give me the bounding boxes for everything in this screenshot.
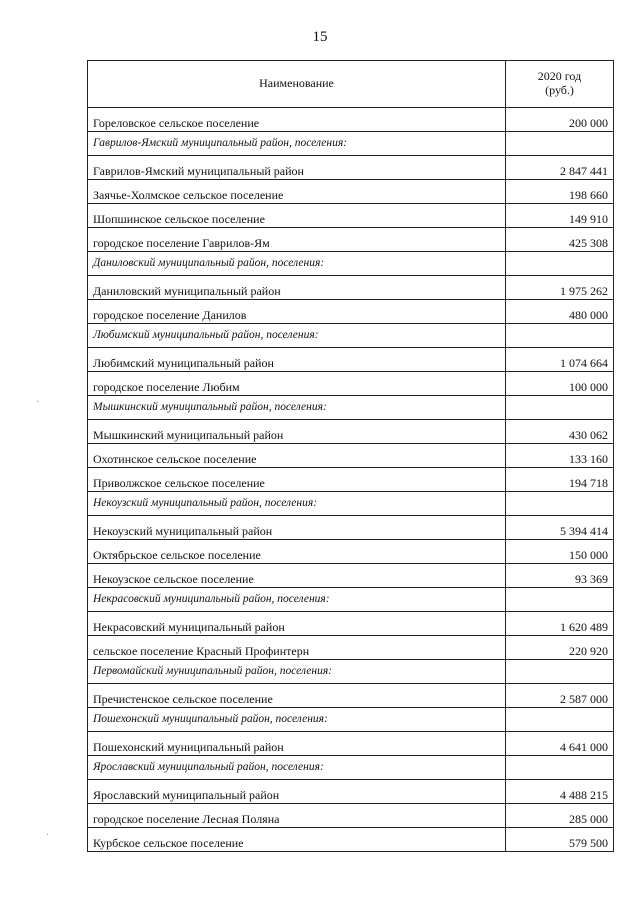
row-amount: [506, 396, 614, 420]
row-name: Мышкинский муниципальный район: [88, 420, 506, 444]
row-amount: 150 000: [506, 540, 614, 564]
section-title: Мышкинский муниципальный район, поселения:: [88, 396, 506, 420]
row-name: Ярославский муниципальный район: [88, 780, 506, 804]
section-title: Гаврилов-Ямский муниципальный район, поселения:: [88, 132, 506, 156]
page-number: 15: [312, 29, 328, 45]
row-amount: 200 000: [506, 108, 614, 132]
table-body: [88, 108, 614, 852]
row-amount: 285 000: [506, 804, 614, 828]
table-row: [88, 372, 614, 396]
section-title: Некрасовский муниципальный район, поселения:: [88, 588, 506, 612]
row-amount: [506, 132, 614, 156]
table-row: [88, 180, 614, 204]
section-title: Первомайский муниципальный район, поселения:: [88, 660, 506, 684]
row-name: Даниловский муниципальный район: [88, 276, 506, 300]
row-amount: [506, 756, 614, 780]
section-row: [88, 588, 614, 612]
row-name: Шопшинское сельское поселение: [88, 204, 506, 228]
row-amount: [506, 708, 614, 732]
row-name: городское поселение Лесная Поляна: [88, 804, 506, 828]
row-amount: 425 308: [506, 228, 614, 252]
row-amount: 2 587 000: [506, 684, 614, 708]
table-row: [88, 468, 614, 492]
section-title: Некоузский муниципальный район, поселения:: [88, 492, 506, 516]
table-header: [88, 61, 614, 108]
row-amount: 220 920: [506, 636, 614, 660]
budget-table: [87, 60, 614, 852]
table-row: [88, 228, 614, 252]
row-amount: [506, 252, 614, 276]
table-row: [88, 780, 614, 804]
table-row: [88, 540, 614, 564]
row-name: городское поселение Гаврилов-Ям: [88, 228, 506, 252]
table-row: [88, 828, 614, 852]
row-amount: 430 062: [506, 420, 614, 444]
header-amount-text: 2020 год (руб.): [537, 69, 582, 97]
scan-dot: ·: [46, 830, 50, 841]
table-row: [88, 276, 614, 300]
header-name: Наименование: [88, 61, 506, 108]
section-row: [88, 132, 614, 156]
section-row: [88, 396, 614, 420]
row-amount: [506, 588, 614, 612]
table-row: [88, 444, 614, 468]
row-amount: 149 910: [506, 204, 614, 228]
row-name: Охотинское сельское поселение: [88, 444, 506, 468]
table-row: [88, 108, 614, 132]
row-name: Пошехонский муниципальный район: [88, 732, 506, 756]
section-row: [88, 756, 614, 780]
table-row: [88, 804, 614, 828]
row-amount: 198 660: [506, 180, 614, 204]
row-amount: 5 394 414: [506, 516, 614, 540]
scan-dot: ·: [36, 397, 40, 408]
row-amount: 2 847 441: [506, 156, 614, 180]
table-row: [88, 516, 614, 540]
row-name: Заячье-Холмское сельское поселение: [88, 180, 506, 204]
row-amount: 100 000: [506, 372, 614, 396]
row-name: Гореловское сельское поселение: [88, 108, 506, 132]
row-amount: [506, 324, 614, 348]
table-row: [88, 732, 614, 756]
row-name: Любимский муниципальный район: [88, 348, 506, 372]
row-name: Гаврилов-Ямский муниципальный район: [88, 156, 506, 180]
row-name: Октябрьское сельское поселение: [88, 540, 506, 564]
row-amount: 480 000: [506, 300, 614, 324]
row-name: Приволжское сельское поселение: [88, 468, 506, 492]
row-amount: 93 369: [506, 564, 614, 588]
row-amount: 1 620 489: [506, 612, 614, 636]
row-amount: [506, 492, 614, 516]
table-row: [88, 612, 614, 636]
row-name: Некрасовский муниципальный район: [88, 612, 506, 636]
row-amount: 579 500: [506, 828, 614, 852]
table-row: [88, 420, 614, 444]
section-row: [88, 324, 614, 348]
row-amount: 194 718: [506, 468, 614, 492]
table-row: [88, 348, 614, 372]
header-amount: [506, 61, 614, 108]
section-row: [88, 660, 614, 684]
section-title: Любимский муниципальный район, поселения:: [88, 324, 506, 348]
row-name: Некоузское сельское поселение: [88, 564, 506, 588]
row-name: городское поселение Любим: [88, 372, 506, 396]
table-row: [88, 564, 614, 588]
row-name: городское поселение Данилов: [88, 300, 506, 324]
section-row: [88, 252, 614, 276]
section-title: Пошехонский муниципальный район, поселения:: [88, 708, 506, 732]
row-name: Некоузский муниципальный район: [88, 516, 506, 540]
table-row: [88, 204, 614, 228]
table-row: [88, 156, 614, 180]
row-amount: 133 160: [506, 444, 614, 468]
table-row: [88, 684, 614, 708]
section-title: Даниловский муниципальный район, поселения:: [88, 252, 506, 276]
row-name: Пречистенское сельское поселение: [88, 684, 506, 708]
row-name: сельское поселение Красный Профинтерн: [88, 636, 506, 660]
row-amount: [506, 660, 614, 684]
section-row: [88, 492, 614, 516]
row-amount: 4 488 215: [506, 780, 614, 804]
row-amount: 1 074 664: [506, 348, 614, 372]
section-row: [88, 708, 614, 732]
row-amount: 1 975 262: [506, 276, 614, 300]
table-row: [88, 300, 614, 324]
row-amount: 4 641 000: [506, 732, 614, 756]
section-title: Ярославский муниципальный район, поселения:: [88, 756, 506, 780]
table-row: [88, 636, 614, 660]
row-name: Курбское сельское поселение: [88, 828, 506, 852]
